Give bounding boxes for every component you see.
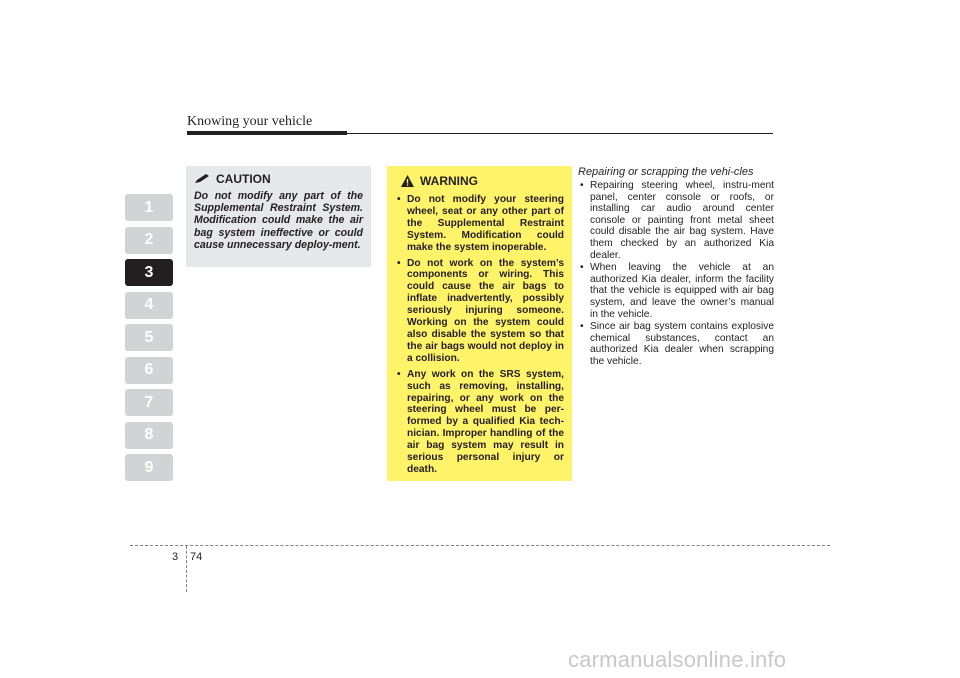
footer-divider [186,546,187,592]
chapter-tab-6[interactable]: 6 [125,357,173,384]
chapter-tab-7[interactable]: 7 [125,389,173,416]
watermark: carmanualsonline.info [568,647,787,672]
footer-page-number: 74 [190,551,203,563]
repair-heading: Repairing or scrapping the vehi-cles [578,166,754,178]
repair-item: • Repairing steering wheel, instru-ment panel, center console or roofs, or installing car audio around center console or painting front metal sheet could disable the air bag system. Have them checked by an authorized Kia dealer. [578,180,774,261]
repair-section [578,166,774,369]
warning-box [387,166,572,481]
warning-triangle-icon [401,175,414,187]
caution-label: CAUTION [216,172,271,186]
caution-text: Do not modify any part of the Supplemental Restraint System. Modification could make the air bag system ineffective or could cause unnecessary deploy-ment. [194,190,363,251]
page-header-title: Knowing your vehicle [187,114,313,129]
warning-item: • Do not work on the system’s components or wiring. This could cause the air bags to inflate inadvertently, possibly seriously injuring someone. Working on the system could also disable the system so that the air bags would not deploy in a collision. [395,258,564,365]
warning-list [395,194,564,476]
repair-list [578,180,774,368]
repair-item: • When leaving the vehicle at an authorized Kia dealer, inform the facility that the vehicle is equipped with air bag system, and leave the owner’s manual in the vehicle. [578,262,774,320]
warning-item: • Any work on the SRS system, such as removing, installing, repairing, or any work on the steering wheel must be per-formed by a qualified Kia tech-nician. Improper handling of the air bag system may result in serious personal injury or death. [395,369,564,476]
chapter-tab-4[interactable]: 4 [125,292,173,319]
chapter-tab-8[interactable]: 8 [125,422,173,449]
repair-item: • Since air bag system contains explosive chemical substances, contact an authorized Kia dealer when scrapping the vehicle. [578,321,774,367]
caution-header [194,172,363,186]
pencil-icon [194,174,210,184]
chapter-tab-2[interactable]: 2 [125,227,173,254]
header-rule-thin [347,133,773,134]
warning-item: • Do not modify your steering wheel, seat or any other part of the Supplemental Restraint System. Modification could make the system inoperable. [395,194,564,254]
caution-box [186,166,371,267]
chapter-tab-3[interactable]: 3 [125,259,173,286]
chapter-tabs [125,194,173,487]
chapter-tab-5[interactable]: 5 [125,324,173,351]
header-rule [187,131,347,135]
warning-header [401,174,564,188]
footer-rule [130,545,830,546]
footer-chapter-number: 3 [172,551,179,563]
chapter-tab-1[interactable]: 1 [125,194,173,221]
warning-label: WARNING [420,174,478,188]
chapter-tab-9[interactable]: 9 [125,454,173,481]
